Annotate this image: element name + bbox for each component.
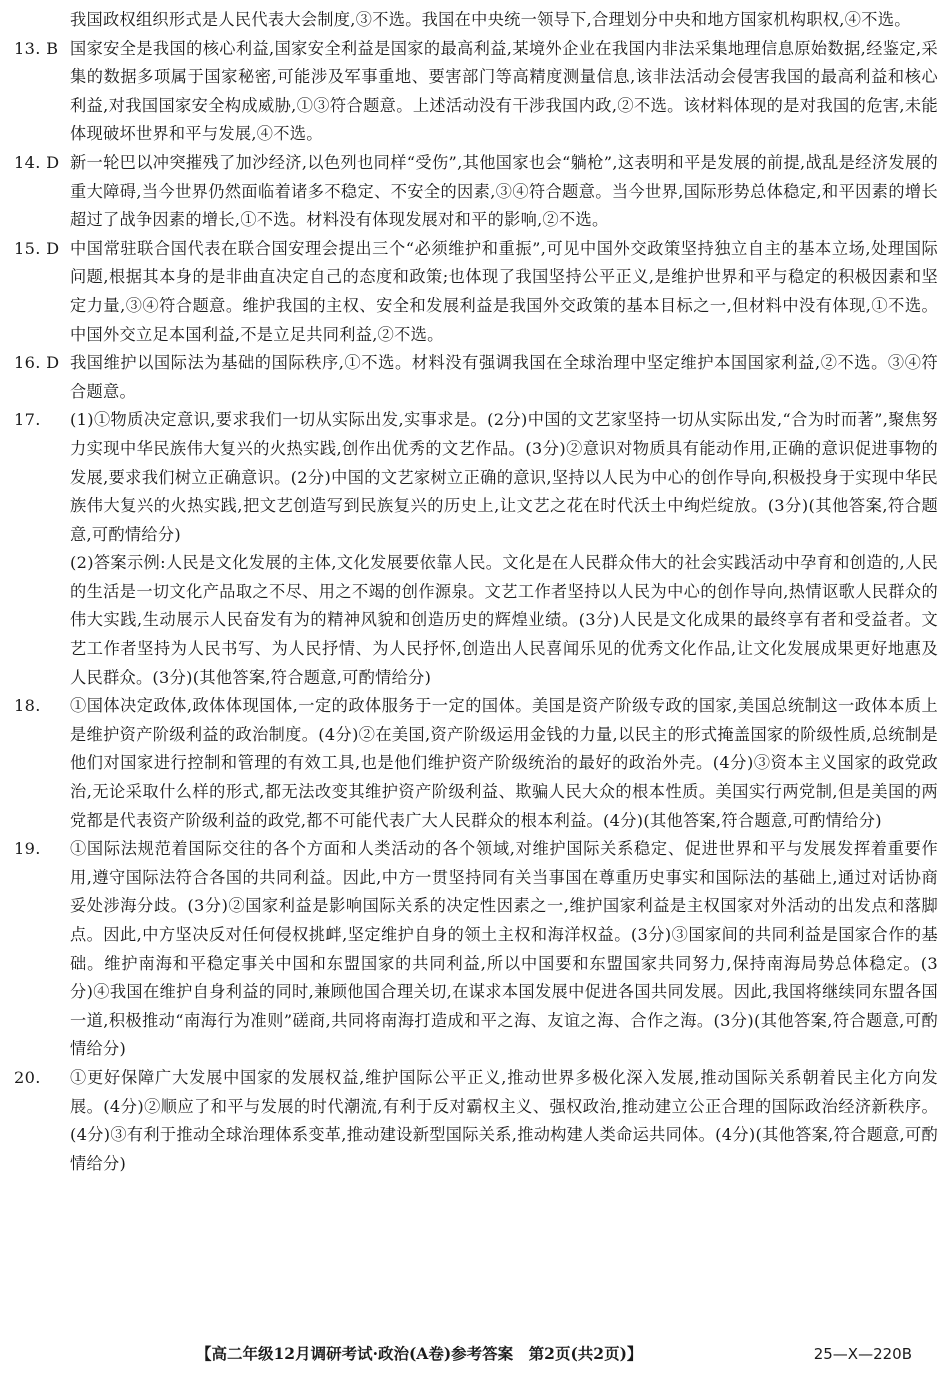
footer-title: 【高二年级12月调研考试·政治(A卷)参考答案 第2页(共2页)】: [196, 1344, 643, 1363]
answer-text: 中国常驻联合国代表在联合国安理会提出三个“必须维护和重振”,可见中国外交政策坚持独立自主的基本立场,处理国际问题,根据其本身的是非曲直决定自己的态度和政策;也体现了我国坚持公平正义,是维护世界和平与稳定的积极因素和坚定力量,③④符合题意。维护我国的主权、安全和发展利益是我国外交政策的基本目标之一,但材料中没有体现,①不选。中国外交立足本国利益,不是立足共同利益,②不选。: [70, 238, 938, 344]
answer-item-14: [14, 149, 938, 235]
answer-text: ①国体决定政体,政体体现国体,一定的政体服务于一定的国体。美国是资产阶级专政的国家,美国总统制这一政体本质上是维护资产阶级利益的政治制度。(4分)②在美国,资产阶级运用金钱的力量,以民主的形式掩盖国家的阶级性质,总统制是他们对国家进行控制和管理的有效工具,也是他们维护资产阶级统治的最好的政治外壳。(4分)③资本主义国家的政党政治,无论采取什么样的形式,都无法改变其维护资产阶级利益、欺骗人民大众的根本性质。美国实行两党制,但是美国的两党都是代表资产阶级利益的政党,都不可能代表广大人民群众的根本利益。(4分)(其他答案,符合题意,可酌情给分): [70, 696, 938, 830]
answer-item-20: [14, 1064, 938, 1178]
answer-content: [14, 6, 938, 1178]
answer-item-18: [14, 692, 938, 835]
answer-text: (1)①物质决定意识,要求我们一切从实际出发,实事求是。(2分)中国的文艺家坚持一切从实际出发,“合为时而著”,聚焦努力实现中华民族伟大复兴的火热实践,创作出优秀的文艺作品。(3分)②意识对物质具有能动作用,正确的意识促进事物的发展,要求我们树立正确意识。(2分)中国的文艺家树立正确的意识,坚持以人民为中心的创作导向,积极投身于实现中华民族伟大复兴的火热实践,把文艺创造写到民族复兴的历史上,让文艺之花在时代沃土中绚烂绽放。(3分)(其他答案,符合题意,可酌情给分): [70, 410, 938, 544]
answer-item-15: [14, 235, 938, 349]
answer-text: ①更好保障广大发展中国家的发展权益,维护国际公平正义,推动世界多极化深入发展,推动国际关系朝着民主化方向发展。(4分)②顺应了和平与发展的时代潮流,有利于反对霸权主义、强权政治,推动建立公正合理的国际政治经济新秩序。(4分)③有利于推动全球治理体系变革,推动建设新型国际关系,推动构建人类命运共同体。(4分)(其他答案,符合题意,可酌情给分): [70, 1067, 938, 1173]
question-number: 15. D: [14, 238, 60, 258]
answer-text: 我国政权组织形式是人民代表大会制度,③不选。我国在中央统一领导下,合理划分中央和地方国家机构职权,④不选。: [70, 10, 911, 29]
footer-code: 25—X—220B: [813, 1345, 912, 1363]
answer-item-16: [14, 349, 938, 406]
question-number: 16. D: [14, 353, 60, 373]
page-footer: [0, 1340, 950, 1370]
answer-item-17-part1: [14, 406, 938, 549]
answer-item-19: [14, 835, 938, 1064]
answer-text: 我国维护以国际法为基础的国际秩序,①不选。材料没有强调我国在全球治理中坚定维护本国国家利益,②不选。③④符合题意。: [70, 353, 938, 401]
answer-item-17-part2: [14, 549, 938, 692]
answer-intro: [14, 6, 938, 35]
question-number: 13. B: [14, 38, 59, 58]
question-number: 18.: [14, 696, 41, 716]
answer-text: 国家安全是我国的核心利益,国家安全利益是国家的最高利益,某境外企业在我国内非法采集地理信息原始数据,经鉴定,采集的数据多项属于国家秘密,可能涉及军事重地、要害部门等高精度测量信息,该非法活动会侵害我国的最高利益和核心利益,对我国国家安全构成威胁,①③符合题意。上述活动没有干涉我国内政,②不选。该材料体现的是对我国的危害,未能体现破坏世界和平与发展,④不选。: [70, 38, 938, 144]
question-number: 17.: [14, 410, 41, 430]
answer-text: 新一轮巴以冲突摧残了加沙经济,以色列也同样“受伤”,其他国家也会“躺枪”,这表明和平是发展的前提,战乱是经济发展的重大障碍,当今世界仍然面临着诸多不稳定、不安全的因素,③④符合题意。当今世界,国际形势总体稳定,和平因素的增长超过了战争因素的增长,①不选。材料没有体现发展对和平的影响,②不选。: [70, 152, 938, 230]
question-number: 19.: [14, 839, 41, 859]
answer-item-13: [14, 35, 938, 149]
question-number: 20.: [14, 1067, 41, 1087]
question-number: 14. D: [14, 152, 60, 172]
answer-text: ①国际法规范着国际交往的各个方面和人类活动的各个领域,对维护国际关系稳定、促进世界和平与发展发挥着重要作用,遵守国际法符合各国的共同利益。因此,中方一贯坚持同有关当事国在尊重历史事实和国际法的基础上,通过对话协商妥处涉海分歧。(3分)②国家利益是影响国际关系的决定性因素之一,维护国家利益是主权国家对外活动的出发点和落脚点。因此,中方坚决反对任何侵权挑衅,坚定维护自身的领土主权和海洋权益。(3分)③国家间的共同利益是国家合作的基础。维护南海和平稳定事关中国和东盟国家的共同利益,所以中国要和东盟国家共同努力,保持南海局势总体稳定。(3分)④我国在维护自身利益的同时,兼顾他国合理关切,在谋求本国发展中促进各国共同发展。因此,我国将继续同东盟各国一道,积极推动“南海行为准则”磋商,共同将南海打造成和平之海、友谊之海、合作之海。(3分)(其他答案,符合题意,可酌情给分): [70, 839, 938, 1059]
answer-text: (2)答案示例:人民是文化发展的主体,文化发展要依靠人民。文化是在人民群众伟大的社会实践活动中孕育和创造的,人民的生活是一切文化产品取之不尽、用之不竭的创作源泉。文艺工作者坚持以人民为中心的创作导向,热情讴歌人民群众的伟大实践,生动展示人民奋发有为的精神风貌和创造历史的辉煌业绩。(3分)人民是文化成果的最终享有者和受益者。文艺工作者坚持为人民书写、为人民抒情、为人民抒怀,创造出人民喜闻乐见的优秀文化作品,让文化发展成果更好地惠及人民群众。(3分)(其他答案,符合题意,可酌情给分): [70, 553, 938, 687]
